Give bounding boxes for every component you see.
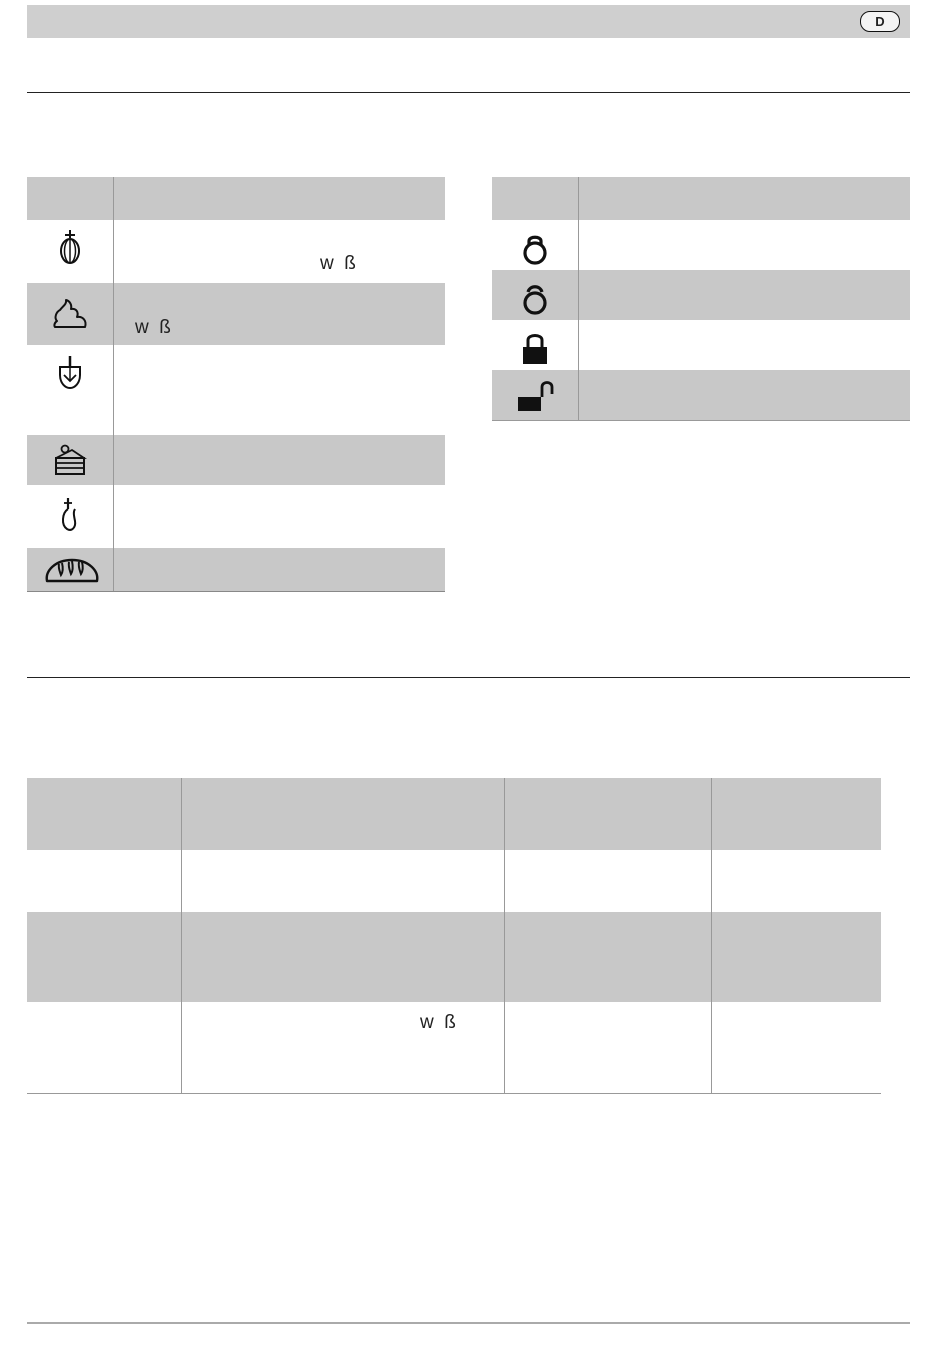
footer-divider	[27, 1322, 910, 1324]
dough-hook-icon	[27, 485, 113, 545]
flat-beater-icon	[27, 345, 113, 401]
padlock-closed-icon	[492, 320, 578, 376]
column-divider	[504, 778, 505, 1094]
column-divider	[578, 177, 579, 421]
tool-table	[27, 177, 445, 592]
row-text: w ß	[320, 253, 356, 274]
lock-table	[492, 177, 910, 421]
bottom-table	[27, 778, 881, 1094]
column-divider	[711, 778, 712, 1094]
table-row	[27, 283, 445, 345]
section-divider-middle	[27, 677, 910, 678]
tool-table-header	[27, 177, 445, 220]
whipped-cream-icon	[27, 283, 113, 345]
table-row	[492, 320, 910, 370]
padlock-open-icon	[492, 370, 578, 420]
table-row	[492, 270, 910, 320]
table-row	[492, 220, 910, 270]
column-divider	[181, 778, 182, 1094]
lock-table-header	[492, 177, 910, 220]
row-text: w ß	[135, 317, 171, 338]
table-row	[27, 1002, 881, 1093]
column-divider	[113, 177, 114, 592]
bottom-table-header	[27, 778, 881, 850]
table-row	[27, 485, 445, 548]
table-bottom-line	[492, 420, 910, 421]
cake-slice-icon	[27, 435, 113, 485]
round-lock-closed-icon	[492, 220, 578, 276]
bread-loaf-icon	[27, 548, 117, 591]
row-text: w ß	[420, 1012, 456, 1033]
language-badge: D	[860, 11, 900, 32]
table-bottom-line	[27, 1093, 881, 1094]
table-row	[27, 850, 881, 912]
whisk-icon	[27, 220, 113, 276]
table-row	[27, 548, 445, 591]
table-row	[27, 912, 881, 1002]
table-row	[27, 220, 445, 283]
table-row	[27, 345, 445, 435]
table-row	[27, 435, 445, 485]
table-bottom-line	[27, 591, 445, 592]
header-bar	[27, 5, 910, 38]
table-row	[492, 370, 910, 420]
round-lock-open-icon	[492, 270, 578, 326]
section-divider-top	[27, 92, 910, 93]
